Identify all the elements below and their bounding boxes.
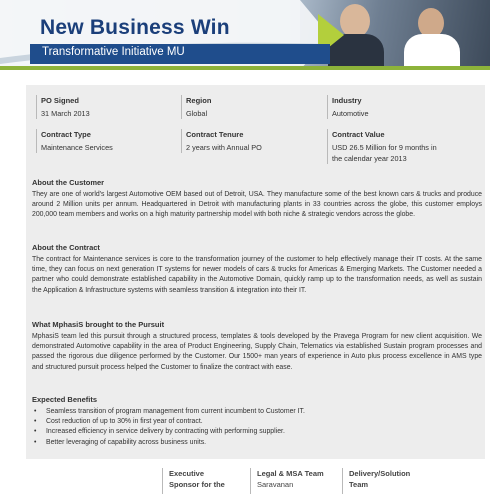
fact-contract-value [327, 129, 477, 164]
fact-region [181, 95, 321, 119]
footer-executive-sponsor [162, 468, 225, 494]
header-banner [0, 0, 490, 70]
list-item: • Cost reduction of up to 30% in first year of contract. [32, 417, 482, 427]
footer-label: Sponsor for the [169, 480, 225, 489]
section-heading: About the Contract [32, 243, 100, 252]
section-body: The contract for Maintenance services is core to the transformation journey of the customer to help effectively manage their IT costs. At the same time, they can focus on next generation IT systems for newer models of cars & trucks for Americas & Emerging Markets. The Customer needed a partner who could demonstrate established capability in the Automotive Domain, quickly ramp up to the transformation needs, as well as sustain the Application & Infrastructure systems with seamless transition & integration into their IT. [32, 256, 482, 294]
fact-value: Global [186, 109, 208, 118]
footer-delivery-team [342, 468, 410, 494]
fact-label: PO Signed [41, 96, 79, 105]
fact-contract-tenure [181, 129, 321, 153]
fact-value: Automotive [332, 109, 369, 118]
content-panel [26, 85, 485, 459]
fact-label: Contract Value [332, 130, 385, 139]
section-body: They are one of world's largest Automotive OEM based out of Detroit, USA. They manufacture some of the best known cars & trucks and produce around 2 Million units per annum. Headquartered in Detroit with manufacturing plants in 33 countries across the globe, this customer employs 200,000 team members and works on a high maturity partnership model with both niche & strategic vendors across the globe. [32, 191, 482, 219]
footer-legal-team [250, 468, 324, 494]
fact-label: Region [186, 96, 212, 105]
fact-value: the calendar year 2013 [332, 154, 407, 163]
section-benefits [32, 395, 482, 448]
list-item: • Better leveraging of capability across business units. [32, 438, 482, 448]
fact-value: 2 years with Annual PO [186, 143, 262, 152]
accent-line [0, 66, 490, 70]
section-body: MphasiS team led this pursuit through a structured process, templates & tools developed by the Pravega Program for new client acquisition. We demonstrated Automotive capability in the area of Product Engineering, Supply Chain, Telematics via established Sustain program processes and passed the rigorous due diligence performed by the Customer. Our 1500+ man years of experience in Auto plus process excellence in AMS type and structured pursuit process helped the Customer to finalize the contract with ease. [32, 333, 482, 371]
benefits-list [32, 407, 482, 448]
section-heading: About the Customer [32, 178, 105, 187]
footer-label: Delivery/Solution [349, 469, 411, 478]
footer-label: Legal & MSA Team [257, 469, 324, 478]
banner-title: New Business Win [40, 16, 230, 39]
fact-contract-type [36, 129, 176, 153]
person-head-1 [340, 4, 370, 38]
fact-label: Industry [332, 96, 362, 105]
team-footer [162, 468, 490, 494]
list-item: • Seamless transition of program management from current incumbent to Customer IT. [32, 407, 482, 417]
section-about-contract [32, 243, 482, 296]
footer-label: Team [349, 480, 369, 489]
fact-value: 31 March 2013 [41, 109, 90, 118]
fact-value: USD 26.5 Million for 9 months in [332, 143, 437, 152]
fact-industry [327, 95, 467, 119]
fact-label: Contract Tenure [186, 130, 244, 139]
section-heading: What MphasiS brought to the Pursuit [32, 320, 165, 329]
section-heading: Expected Benefits [32, 395, 98, 404]
fact-label: Contract Type [41, 130, 91, 139]
person-body-2 [404, 34, 460, 70]
section-pursuit [32, 320, 482, 373]
fact-value: Maintenance Services [41, 143, 113, 152]
banner-subtitle: Transformative Initiative MU [42, 46, 185, 58]
list-item: • Increased efficiency in service delivery by contracting with performing supplier. [32, 427, 482, 437]
footer-label: Executive [169, 469, 205, 478]
footer-value: Saravanan [257, 480, 294, 489]
fact-po-signed [36, 95, 176, 119]
section-about-customer [32, 178, 482, 221]
